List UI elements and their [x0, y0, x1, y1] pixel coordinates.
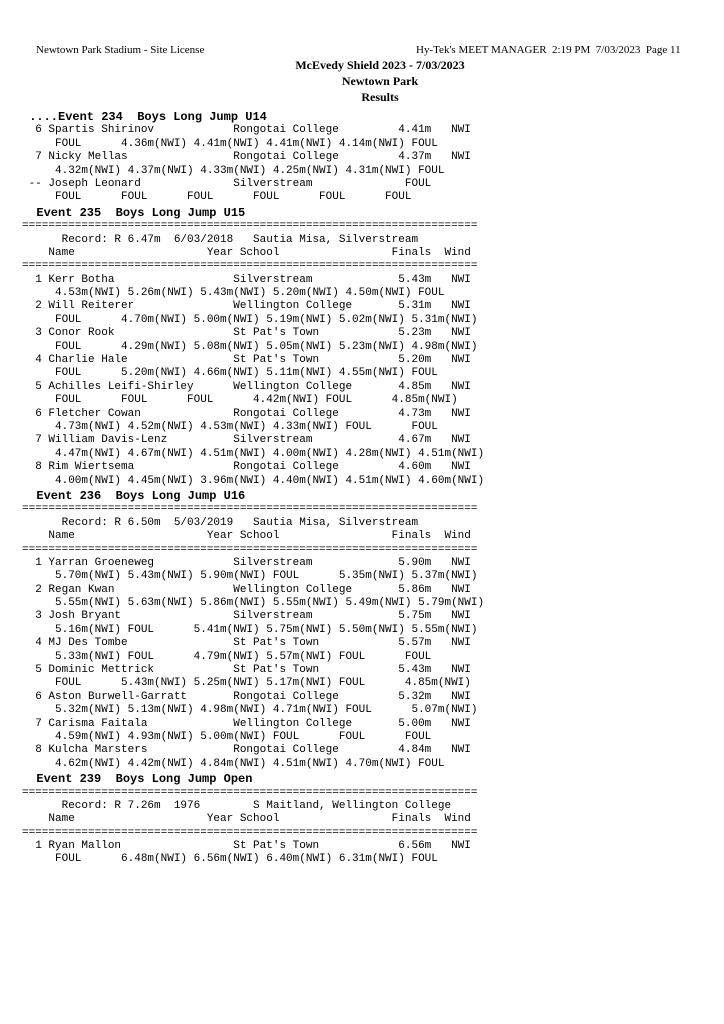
site-license-label: Newtown Park Stadium - Site License	[36, 44, 205, 56]
athlete-row: 1 Kerr Botha Silverstream 5.43m NWI	[22, 273, 471, 286]
separator-line: =====================================================================	[22, 220, 478, 233]
attempts-row: FOUL 4.29m(NWI) 5.08m(NWI) 5.05m(NWI) 5.23m(NWI) 4.98m(NWI)	[22, 340, 478, 353]
athlete-row: 8 Rim Wiertsema Rongotai College 4.60m NWI	[22, 461, 471, 474]
athlete-row: -- Joseph Leonard Silverstream FOUL	[22, 177, 432, 190]
separator-line: =====================================================================	[22, 826, 478, 839]
attempts-row: 4.00m(NWI) 4.45m(NWI) 3.96m(NWI) 4.40m(NWI) 4.51m(NWI) 4.60m(NWI)	[22, 474, 485, 487]
athlete-row: 5 Achilles Leifi-Shirley Wellington College 4.85m NWI	[22, 380, 471, 393]
athlete-row: 1 Ryan Mallon St Pat's Town 6.56m NWI	[22, 840, 471, 853]
attempts-row: FOUL 5.20m(NWI) 4.66m(NWI) 5.11m(NWI) 4.55m(NWI) FOUL	[22, 367, 438, 380]
event-heading: ....Event 234 Boys Long Jump U14	[22, 110, 267, 124]
attempts-row: FOUL FOUL FOUL 4.42m(NWI) FOUL 4.85m(NWI)	[22, 394, 458, 407]
attempts-row: 5.33m(NWI) FOUL 4.79m(NWI) 5.57m(NWI) FOUL FOUL	[22, 650, 432, 663]
attempts-row: 5.32m(NWI) 5.13m(NWI) 4.98m(NWI) 4.71m(NWI) FOUL 5.07m(NWI)	[22, 704, 478, 717]
column-headers: Name Year School Finals Wind	[22, 530, 471, 543]
athlete-row: 7 Carisma Faitala Wellington College 5.00m NWI	[22, 717, 471, 730]
separator-line: =====================================================================	[22, 543, 478, 556]
separator-line: =====================================================================	[22, 260, 478, 273]
athlete-row: 6 Fletcher Cowan Rongotai College 4.73m NWI	[22, 407, 471, 420]
column-headers: Name Year School Finals Wind	[22, 813, 471, 826]
athlete-row: 2 Will Reiterer Wellington College 5.31m NWI	[22, 300, 471, 313]
record-line: Record: R 7.26m 1976 S Maitland, Wellington College	[22, 799, 452, 812]
attempts-row: FOUL 5.43m(NWI) 5.25m(NWI) 5.17m(NWI) FOUL 4.85m(NWI)	[22, 677, 471, 690]
record-line: Record: R 6.47m 6/03/2018 Sautia Misa, Silverstream	[22, 233, 419, 246]
venue-name: Newtown Park	[341, 74, 419, 88]
attempts-row: 4.59m(NWI) 4.93m(NWI) 5.00m(NWI) FOUL FOUL FOUL	[22, 730, 432, 743]
athlete-row: 7 Nicky Mellas Rongotai College 4.37m NWI	[22, 151, 471, 164]
attempts-row: 4.62m(NWI) 4.42m(NWI) 4.84m(NWI) 4.51m(NWI) 4.70m(NWI) FOUL	[22, 757, 445, 770]
meet-title: McEvedy Shield 2023 - 7/03/2023	[295, 58, 465, 72]
results-listing	[22, 111, 484, 867]
attempts-row: 5.55m(NWI) 5.63m(NWI) 5.86m(NWI) 5.55m(NWI) 5.49m(NWI) 5.79m(NWI)	[22, 597, 485, 610]
attempts-row: FOUL 6.48m(NWI) 6.56m(NWI) 6.40m(NWI) 6.31m(NWI) FOUL	[22, 853, 438, 866]
athlete-row: 1 Yarran Groeneweg Silverstream 5.90m NWI	[22, 556, 471, 569]
attempts-row: 5.70m(NWI) 5.43m(NWI) 5.90m(NWI) FOUL 5.35m(NWI) 5.37m(NWI)	[22, 570, 478, 583]
results-heading: Results	[361, 90, 399, 104]
athlete-row: 6 Spartis Shirinov Rongotai College 4.41m NWI	[22, 124, 471, 137]
event-heading: Event 236 Boys Long Jump U16	[22, 488, 246, 503]
athlete-row: 3 Josh Bryant Silverstream 5.75m NWI	[22, 610, 471, 623]
athlete-row: 8 Kulcha Marsters Rongotai College 4.84m NWI	[22, 744, 471, 757]
attempts-row: 5.16m(NWI) FOUL 5.41m(NWI) 5.75m(NWI) 5.50m(NWI) 5.55m(NWI)	[22, 623, 478, 636]
athlete-row: 6 Aston Burwell-Garratt Rongotai College 5.32m NWI	[22, 690, 471, 703]
event-heading: Event 235 Boys Long Jump U15	[22, 205, 246, 220]
athlete-row: 4 MJ Des Tombe St Pat's Town 5.57m NWI	[22, 637, 471, 650]
attempts-row: 4.73m(NWI) 4.52m(NWI) 4.53m(NWI) 4.33m(NWI) FOUL FOUL	[22, 420, 438, 433]
athlete-row: 7 William Davis-Lenz Silverstream 4.67m NWI	[22, 434, 471, 447]
meet-manager-info: Hy-Tek's MEET MANAGER 2:19 PM 7/03/2023 Page 11	[416, 44, 681, 56]
separator-line: =====================================================================	[22, 786, 478, 799]
attempts-row: FOUL 4.36m(NWI) 4.41m(NWI) 4.41m(NWI) 4.14m(NWI) FOUL	[22, 137, 438, 150]
event-heading: Event 239 Boys Long Jump Open	[22, 772, 253, 787]
attempts-row: FOUL FOUL FOUL FOUL FOUL FOUL	[22, 191, 412, 204]
record-line: Record: R 6.50m 5/03/2019 Sautia Misa, Silverstream	[22, 516, 419, 529]
attempts-row: 4.47m(NWI) 4.67m(NWI) 4.51m(NWI) 4.00m(NWI) 4.28m(NWI) 4.51m(NWI)	[22, 447, 485, 460]
athlete-row: 3 Conor Rook St Pat's Town 5.23m NWI	[22, 327, 471, 340]
column-headers: Name Year School Finals Wind	[22, 246, 471, 259]
attempts-row: FOUL 4.70m(NWI) 5.00m(NWI) 5.19m(NWI) 5.02m(NWI) 5.31m(NWI)	[22, 313, 478, 326]
separator-line: =====================================================================	[22, 503, 478, 516]
attempts-row: 4.53m(NWI) 5.26m(NWI) 5.43m(NWI) 5.20m(NWI) 4.50m(NWI) FOUL	[22, 287, 445, 300]
athlete-row: 2 Regan Kwan Wellington College 5.86m NWI	[22, 583, 471, 596]
athlete-row: 4 Charlie Hale St Pat's Town 5.20m NWI	[22, 354, 471, 367]
athlete-row: 5 Dominic Mettrick St Pat's Town 5.43m NWI	[22, 664, 471, 677]
attempts-row: 4.32m(NWI) 4.37m(NWI) 4.33m(NWI) 4.25m(NWI) 4.31m(NWI) FOUL	[22, 164, 445, 177]
